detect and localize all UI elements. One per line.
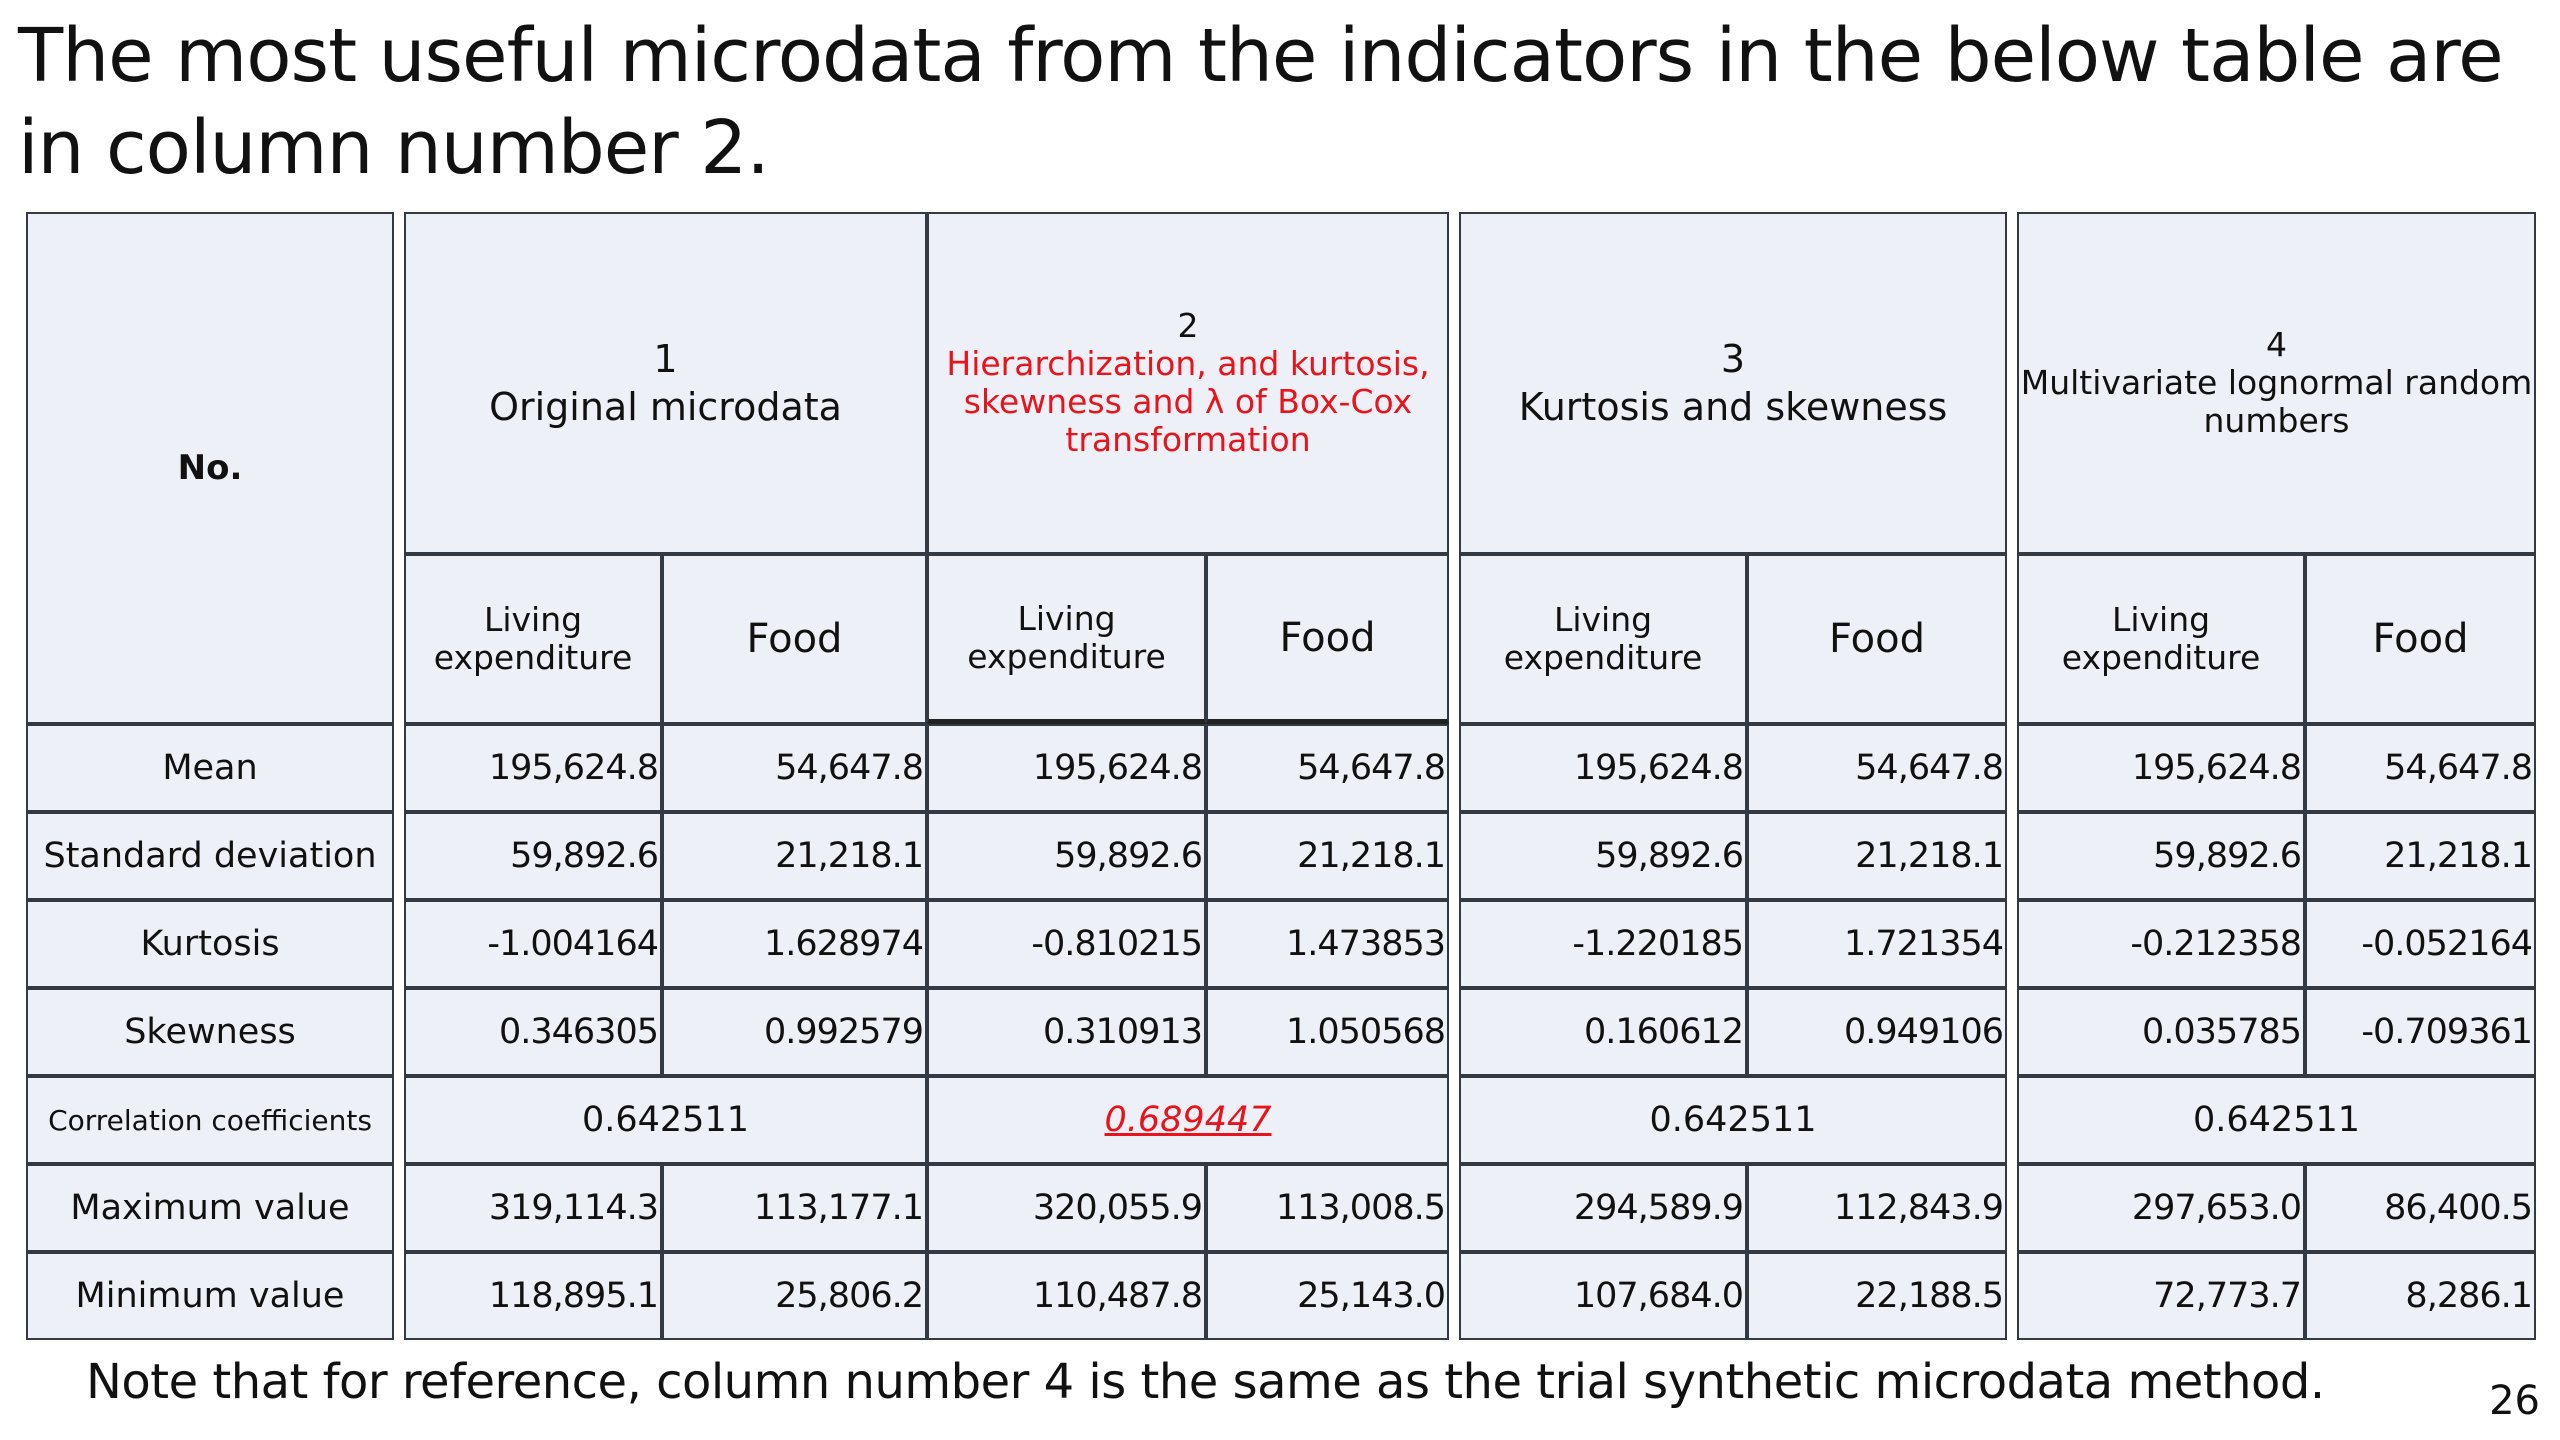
page-number: 26 (2489, 1378, 2540, 1424)
subheader-food-4: Food (2305, 554, 2536, 724)
group-2-number: 2 (1177, 306, 1199, 345)
subheader-food-1: Food (662, 554, 927, 724)
table-cell: 0.346305 (404, 988, 662, 1076)
table-cell: -0.052164 (2305, 900, 2536, 988)
table-cell: 320,055.9 (927, 1164, 1206, 1252)
table-cell: 0.310913 (927, 988, 1206, 1076)
page-title: The most useful microdata from the indicators in the below table are in column number 2. (18, 13, 2503, 191)
table-cell: 59,892.6 (404, 812, 662, 900)
table-cell: 1.721354 (1747, 900, 2007, 988)
table-cell: 21,218.1 (1747, 812, 2007, 900)
table-cell: 25,143.0 (1206, 1252, 1449, 1340)
subheader-living-1: Living expenditure (404, 554, 662, 724)
table-cell: 86,400.5 (2305, 1164, 2536, 1252)
table-cell: 59,892.6 (927, 812, 1206, 900)
table-cell: 1.473853 (1206, 900, 1449, 988)
highlighted-correlation: 0.689447 (1104, 1100, 1272, 1140)
subheader-food-2: Food (1206, 554, 1449, 724)
table-cell: 297,653.0 (2017, 1164, 2305, 1252)
table-cell: 21,218.1 (2305, 812, 2536, 900)
correlation-cell-1: 0.642511 (404, 1076, 927, 1164)
group-1-header (404, 212, 927, 554)
table-cell: -0.810215 (927, 900, 1206, 988)
row-label-mean: Mean (26, 724, 394, 812)
table-cell: 8,286.1 (2305, 1252, 2536, 1340)
table-cell: 110,487.8 (927, 1252, 1206, 1340)
group-2-header (927, 212, 1449, 554)
group-4-header (2017, 212, 2536, 554)
row-label-correlation: Correlation coefficients (26, 1076, 394, 1164)
table-cell: 0.992579 (662, 988, 927, 1076)
table-cell: 72,773.7 (2017, 1252, 2305, 1340)
table-cell: -1.220185 (1459, 900, 1747, 988)
group-4-number: 4 (2266, 325, 2288, 364)
table-cell: 0.035785 (2017, 988, 2305, 1076)
subheader-living-4: Living expenditure (2017, 554, 2305, 724)
subheader-living-3: Living expenditure (1459, 554, 1747, 724)
table-cell: -1.004164 (404, 900, 662, 988)
table-cell: 25,806.2 (662, 1252, 927, 1340)
row-label-kurtosis: Kurtosis (26, 900, 394, 988)
group-4-label: Multivariate lognormal random numbers (2020, 363, 2533, 440)
table-cell: 195,624.8 (927, 724, 1206, 812)
table-cell: 0.160612 (1459, 988, 1747, 1076)
row-label-std: Standard deviation (26, 812, 394, 900)
table-cell: 0.949106 (1747, 988, 2007, 1076)
table-cell: 112,843.9 (1747, 1164, 2007, 1252)
table-cell: 54,647.8 (1206, 724, 1449, 812)
table-cell: 195,624.8 (2017, 724, 2305, 812)
group-3-header (1459, 212, 2007, 554)
correlation-cell-3: 0.642511 (1459, 1076, 2007, 1164)
table-cell: 59,892.6 (2017, 812, 2305, 900)
group-1-label: Original microdata (489, 385, 842, 429)
no-header: No. (26, 212, 394, 724)
table-cell: 54,647.8 (662, 724, 927, 812)
table-cell: 107,684.0 (1459, 1252, 1747, 1340)
table-cell: 21,218.1 (662, 812, 927, 900)
footnote: Note that for reference, column number 4 is the same as the trial synthetic microdata method. (86, 1354, 2325, 1410)
table-cell: 1.050568 (1206, 988, 1449, 1076)
table-cell: 54,647.8 (1747, 724, 2007, 812)
table-cell: 1.628974 (662, 900, 927, 988)
row-label-max: Maximum value (26, 1164, 394, 1252)
table-cell: 118,895.1 (404, 1252, 662, 1340)
correlation-cell-4: 0.642511 (2017, 1076, 2536, 1164)
comparison-table (26, 212, 2536, 1340)
group-3-number: 3 (1720, 337, 1746, 381)
table-cell: 54,647.8 (2305, 724, 2536, 812)
row-label-min: Minimum value (26, 1252, 394, 1340)
row-label-skewness: Skewness (26, 988, 394, 1076)
table-cell: -0.709361 (2305, 988, 2536, 1076)
group-3-label: Kurtosis and skewness (1518, 385, 1948, 429)
correlation-cell-2 (927, 1076, 1449, 1164)
table-cell: 113,008.5 (1206, 1164, 1449, 1252)
table-cell: 59,892.6 (1459, 812, 1747, 900)
table-cell: 22,188.5 (1747, 1252, 2007, 1340)
table-cell: 195,624.8 (1459, 724, 1747, 812)
table-cell: 294,589.9 (1459, 1164, 1747, 1252)
subheader-living-2: Living expenditure (927, 554, 1206, 724)
table-cell: 113,177.1 (662, 1164, 927, 1252)
table-cell: 319,114.3 (404, 1164, 662, 1252)
subheader-food-3: Food (1747, 554, 2007, 724)
table-cell: 21,218.1 (1206, 812, 1449, 900)
table-cell: 195,624.8 (404, 724, 662, 812)
group-2-label: Hierarchization, and kurtosis, skewness and λ of Box-Cox transformation (946, 344, 1430, 459)
table-cell: -0.212358 (2017, 900, 2305, 988)
group-1-number: 1 (653, 337, 678, 381)
